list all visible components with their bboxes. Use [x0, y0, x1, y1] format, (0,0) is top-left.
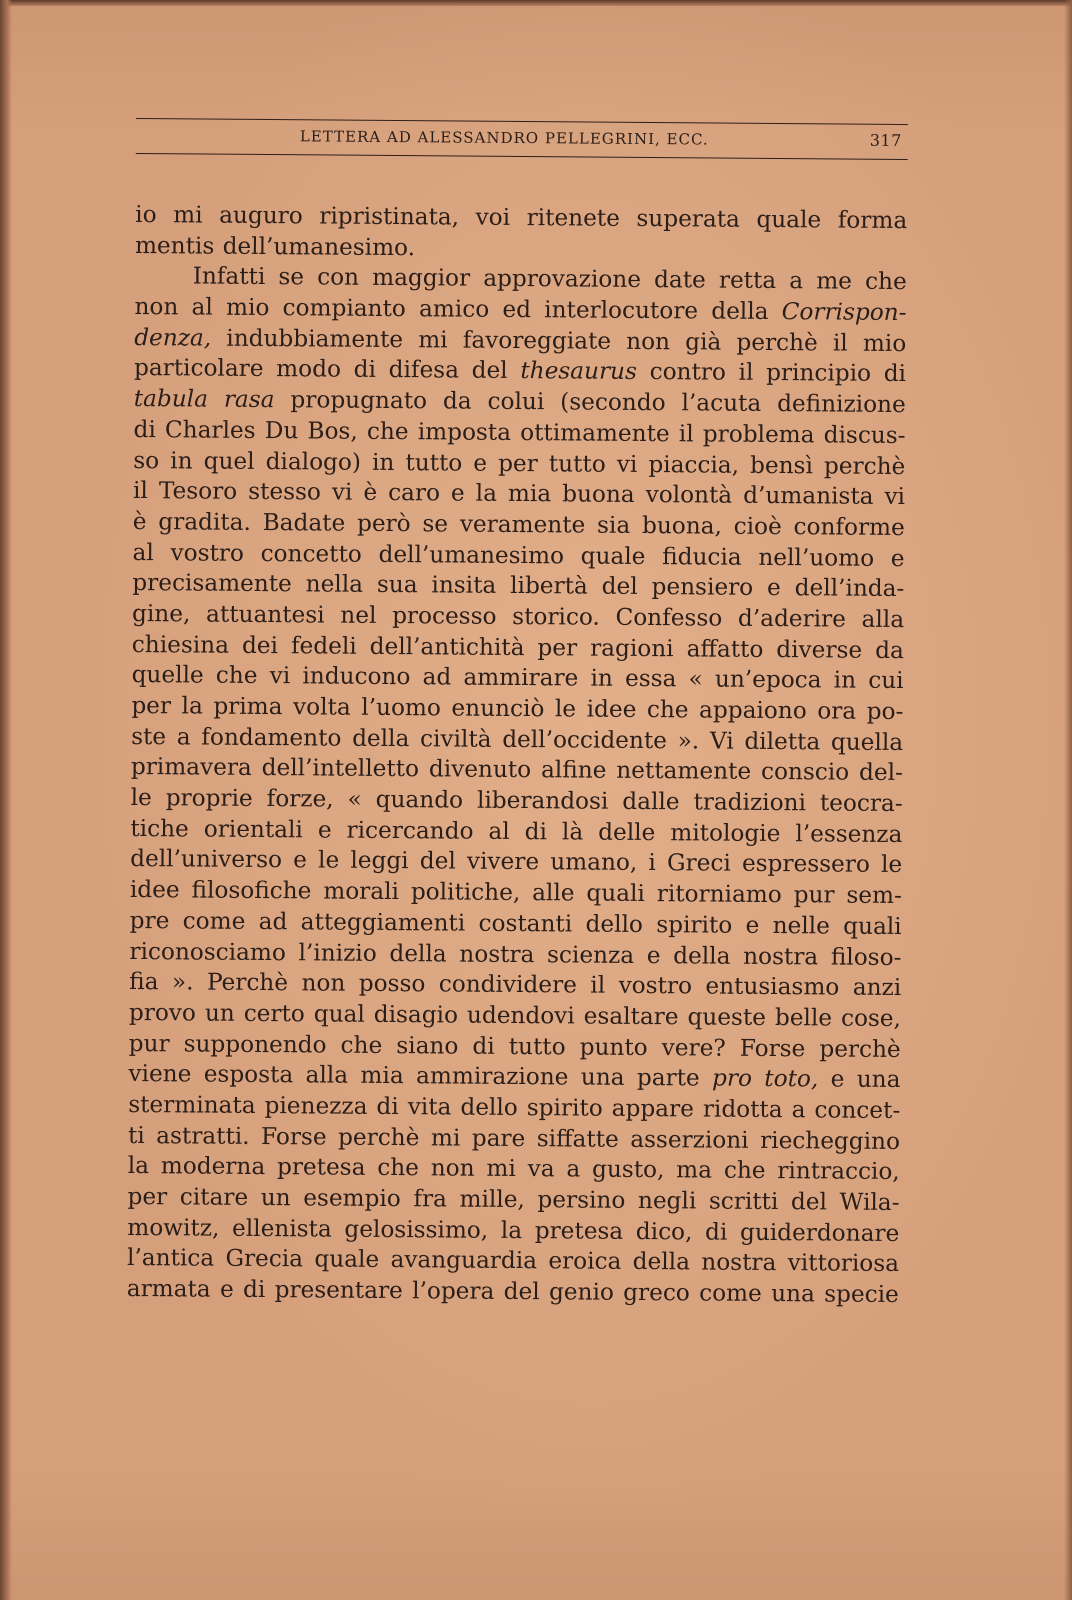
text-segment: per citare un esempio fra mille, persino negli scritti del Wila- [127, 1182, 900, 1217]
italic-text: denza, [134, 323, 212, 352]
book-page [127, 118, 908, 1311]
text-segment: le proprie forze, « quando liberandosi dalle tradizioni teocra- [130, 784, 903, 818]
text-segment: di Charles Du Bos, che imposta ottimamente il problema discus- [133, 415, 906, 449]
text-segment: idee filosofiche morali politiche, alle quali ritorniamo pur sem- [129, 876, 903, 910]
text-segment: precisamente nella sua insita libertà del pensiero e dell’inda- [132, 569, 905, 603]
page-number: 317 [869, 130, 902, 151]
text-segment: io mi auguro ripristinata, voi ritenete superata quale forma [135, 200, 908, 235]
text-segment: mowitz, ellenista gelosissimo, la pretesa dico, di guiderdonare [127, 1213, 900, 1247]
text-segment: mentis dell’umanesimo. [134, 231, 416, 261]
text-segment: al vostro concetto dell’umanesimo quale fiducia nell’uomo e [132, 538, 905, 572]
text-segment: ste a fondamento della civiltà dell’occidente ». Vi diletta quella [131, 722, 904, 756]
page-top-edge [0, 0, 1072, 6]
text-segment: quelle che vi inducono ad ammirare in essa « un’epoca in cui [131, 661, 904, 695]
italic-text: Corrispon- [781, 298, 907, 327]
running-title: LETTERA AD ALESSANDRO PELLEGRINI, ECC. [299, 127, 709, 149]
text-segment: e una [818, 1065, 901, 1094]
spine-shadow [0, 0, 12, 1600]
text-segment: viene esposta alla mia ammirazione una parte [128, 1060, 713, 1092]
text-segment: contro il principio di [636, 358, 907, 388]
text-segment: pur supponendo che siano di tutto punto vere? Forse perchè [128, 1029, 901, 1063]
text-segment: tiche orientali e ricercando al di là delle mitologie l’essenza [130, 814, 903, 848]
text-segment: per la prima volta l’uomo enunciò le idee che appaiono ora po- [131, 691, 904, 726]
text-segment: chiesina dei fedeli dell’antichità per ragioni affatto diverse da [131, 630, 904, 664]
text-segment: l’antica Grecia quale avanguardia eroica della nostra vittoriosa [126, 1244, 900, 1278]
text-segment: dell’universo e le leggi del vivere umano, i Greci espressero le [130, 845, 903, 879]
text-segment: Infatti se con maggior approvazione date retta a me che [192, 262, 907, 296]
text-segment: il Tesoro stesso vi è caro e la mia buona volontà d’umanista vi [132, 477, 906, 511]
text-line [127, 1274, 899, 1311]
text-segment: gine, attuantesi nel processo storico. Confesso d’aderire alla [132, 599, 905, 633]
text-segment: primavera dell’intelletto divenuto alfine nettamente conscio del- [130, 753, 903, 787]
text-segment: indubbiamente mi favoreggiate non già perchè il mio [211, 324, 907, 357]
text-segment: sterminata pienezza di vita dello spirito appare ridotta a concet- [128, 1090, 901, 1124]
text-segment: ti astratti. Forse perchè mi pare siffatte asserzioni riecheggino [127, 1121, 901, 1155]
text-segment: la moderna pretesa che non mi va a gusto, ma che rintraccio, [127, 1152, 900, 1186]
text-segment: è gradita. Badate però se veramente sia buona, cioè conforme [132, 507, 905, 541]
italic-text: tabula rasa [133, 385, 275, 414]
body-text [127, 200, 908, 1311]
text-segment: so in quel dialogo) in tutto e per tutto vi piaccia, bensì perchè [133, 446, 906, 480]
text-segment: propugnato da colui (secondo l’acuta definizione [274, 386, 906, 419]
text-segment: provo un certo qual disagio udendovi esaltare queste belle cose, [128, 998, 902, 1032]
text-segment: pre come ad atteggiamenti costanti dello spirito e nelle quali [129, 906, 902, 940]
page-right-edge [1064, 0, 1072, 1600]
text-segment: riconosciamo l’inizio della nostra scienza e della nostra filoso- [129, 937, 902, 971]
text-segment: armata e di presentare l’opera del genio greco come una specie [126, 1275, 899, 1309]
text-segment: non al mio compianto amico ed interlocutore della [134, 293, 782, 326]
italic-text: pro toto, [711, 1064, 819, 1093]
text-segment: fia ». Perchè non posso condividere il vostro entusiasmo anzi [129, 968, 902, 1002]
text-segment: particolare modo di difesa del [133, 354, 521, 385]
italic-text: thesaurus [520, 357, 638, 386]
